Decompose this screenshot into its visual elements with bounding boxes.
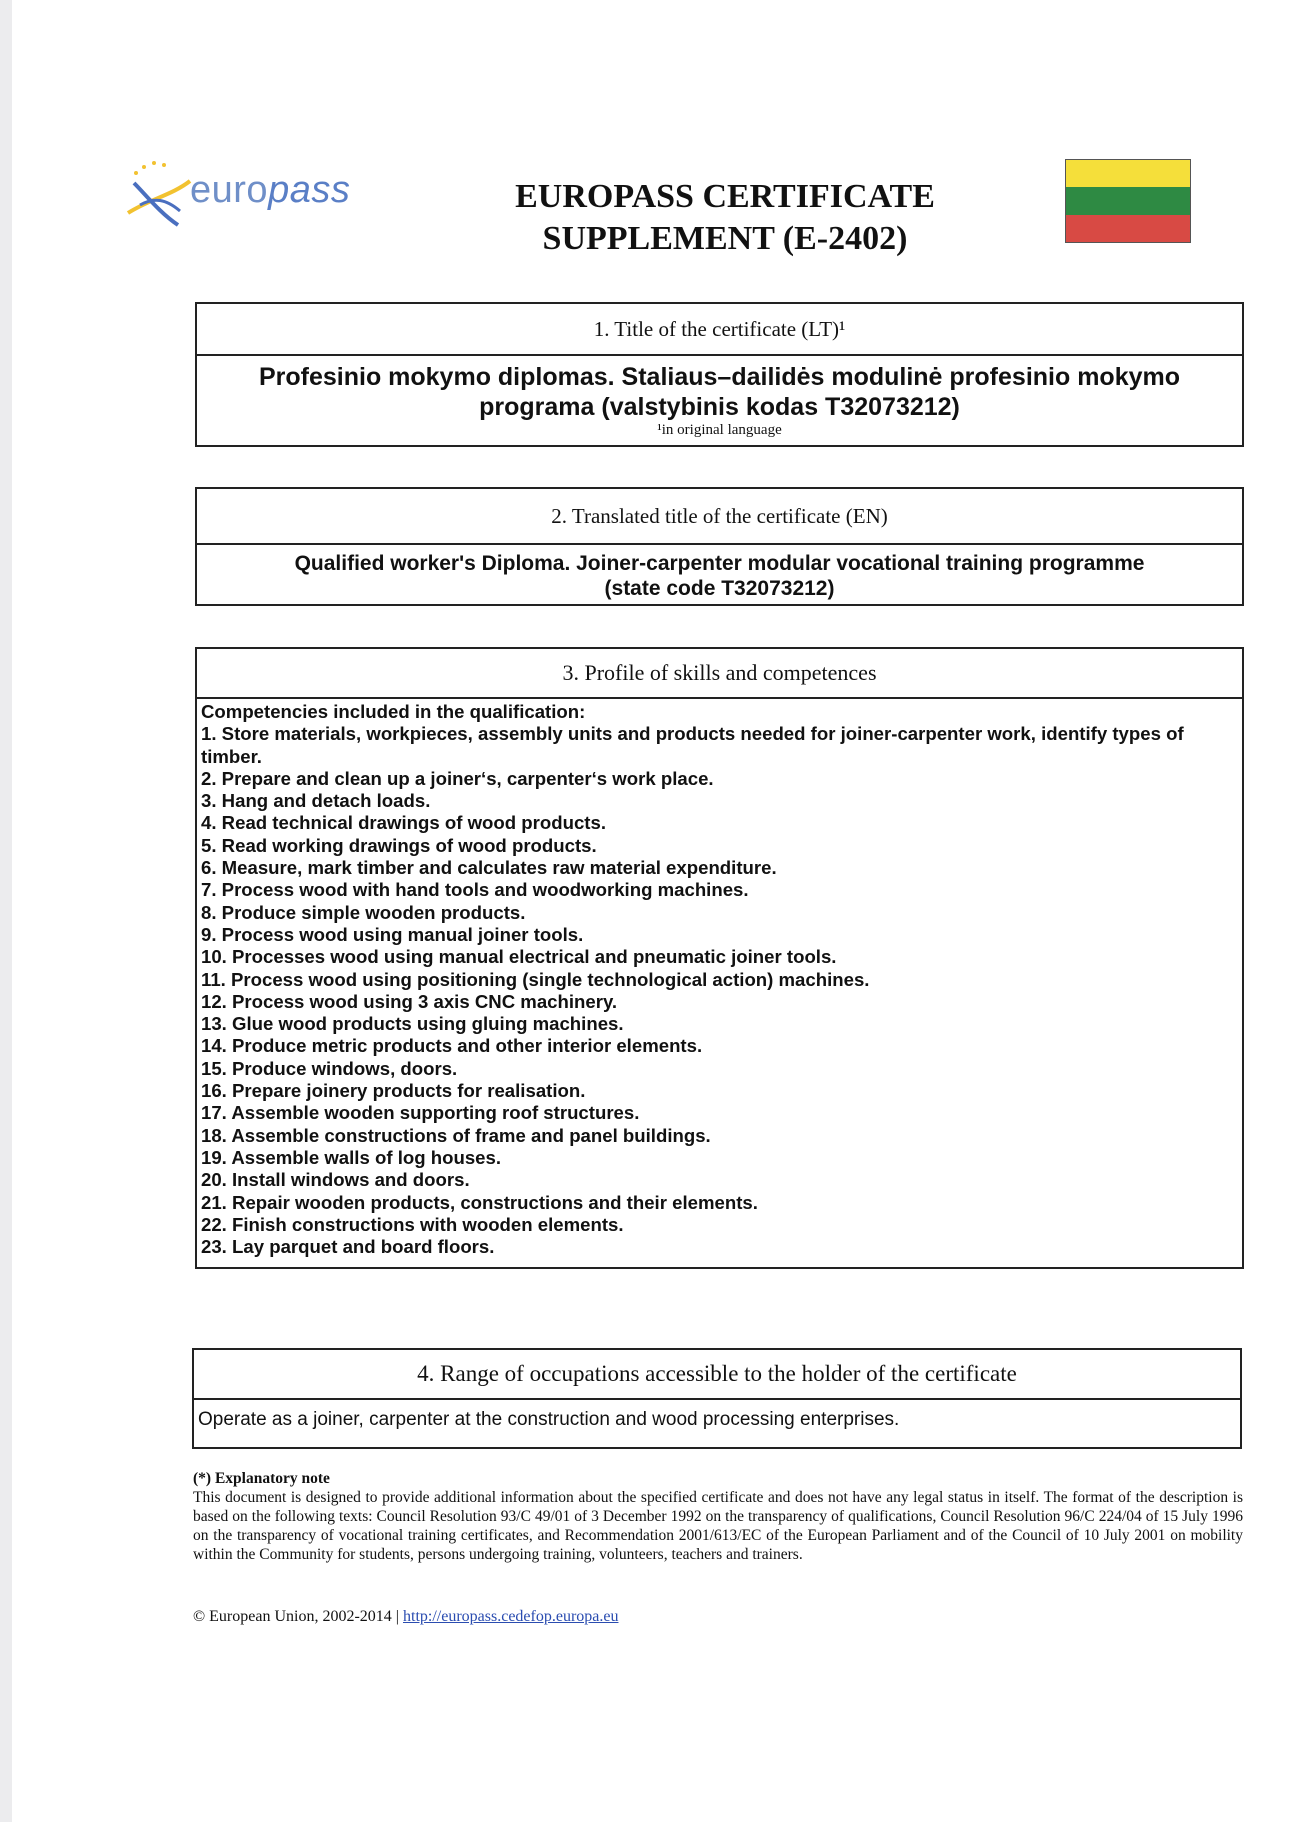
note-body: This document is designed to provide additional information about the specified certificate and does not have any legal status in itself. The format of the description is based on the following texts: Council Resolution 93/C 49/01 of 3 December 1992 on the transparency of qualifications, Council Resolution 96/C 224/04 of 15 July 1996 on the transparency of vocational training certificates, and Recommendation 2001/613/EC of the European Parliament and of the Council of 10 July 2001 on mobility within the Community for students, persons undergoing training, volunteers, teachers and trainers.	[193, 1489, 1243, 1563]
section-title-original	[195, 302, 1244, 447]
competency-item: 5. Read working drawings of wood products.	[201, 834, 597, 856]
competency-item: 14. Produce metric products and other interior elements.	[201, 1035, 703, 1057]
title-line-2: SUPPLEMENT (E-2402)	[542, 220, 908, 257]
competency-item: 18. Assemble constructions of frame and panel buildings.	[201, 1124, 711, 1146]
copyright-text: © European Union, 2002-2014 |	[193, 1608, 403, 1625]
explanatory-note	[193, 1469, 1243, 1564]
section-heading: 4. Range of occupations accessible to the holder of the certificate	[194, 1350, 1240, 1400]
competency-item: 16. Prepare joinery products for realisation.	[201, 1080, 586, 1102]
europass-link[interactable]: http://europass.cedefop.europa.eu	[403, 1608, 619, 1625]
section-heading: 2. Translated title of the certificate (EN)	[197, 489, 1242, 545]
europass-wordmark: europass	[190, 169, 351, 211]
competency-item: 12. Process wood using 3 axis CNC machinery.	[201, 990, 618, 1012]
competencies-intro: Competencies included in the qualification:	[201, 701, 586, 722]
section-content	[197, 699, 1242, 1258]
footnote: ¹in original language	[657, 422, 782, 438]
competency-item: 2. Prepare and clean up a joiner‘s, carpenter‘s work place.	[201, 767, 714, 789]
section-content: Operate as a joiner, carpenter at the construction and wood processing enterprises.	[198, 1409, 900, 1430]
competency-item: 10. Processes wood using manual electrical and pneumatic joiner tools.	[201, 946, 837, 968]
flag-stripe-yellow	[1066, 160, 1190, 187]
competency-item: 8. Produce simple wooden products.	[201, 901, 526, 923]
competency-item: 23. Lay parquet and board floors.	[201, 1236, 495, 1258]
section-occupations	[192, 1348, 1242, 1449]
section-content	[197, 545, 1242, 601]
title-lt-line-2: programa (valstybinis kodas T32073212)	[479, 393, 960, 421]
lithuania-flag-icon	[1065, 159, 1191, 243]
document-title	[440, 176, 1010, 260]
competency-item: 6. Measure, mark timber and calculates raw material expenditure.	[201, 857, 777, 879]
competency-item: 15. Produce windows, doors.	[201, 1057, 458, 1079]
title-en-line-2: (state code T32073212)	[604, 577, 835, 600]
viewer-left-edge	[0, 0, 12, 1822]
section-skills-competences	[195, 647, 1244, 1269]
competency-item: 21. Repair wooden products, constructions and their elements.	[201, 1191, 758, 1213]
europass-logo	[120, 155, 360, 235]
competency-item: 13. Glue wood products using gluing machines.	[201, 1013, 624, 1035]
title-lt-line-1: Profesinio mokymo diplomas. Staliaus–dailidės modulinė profesinio mokymo	[258, 363, 1181, 391]
copyright-line	[193, 1608, 618, 1626]
competency-item: 17. Assemble wooden supporting roof structures.	[201, 1102, 640, 1124]
title-line-1: EUROPASS CERTIFICATE	[515, 178, 935, 215]
note-title: (*) Explanatory note	[193, 1470, 330, 1487]
section-heading: 3. Profile of skills and competences	[197, 649, 1242, 699]
competency-item: 3. Hang and detach loads.	[201, 790, 431, 812]
competency-item: 19. Assemble walls of log houses.	[201, 1146, 502, 1168]
competency-item: 11. Process wood using positioning (single technological action) machines.	[201, 968, 870, 990]
competency-item: 20. Install windows and doors.	[201, 1169, 470, 1191]
section-heading: 1. Title of the certificate (LT)¹	[197, 304, 1242, 356]
title-en-line-1: Qualified worker's Diploma. Joiner-carpenter modular vocational training programme	[294, 552, 1145, 575]
competency-item: 22. Finish constructions with wooden elements.	[201, 1213, 624, 1235]
competency-item: 4. Read technical drawings of wood products.	[201, 812, 606, 834]
competency-item: 7. Process wood with hand tools and woodworking machines.	[201, 879, 749, 901]
competency-item: 1. Store materials, workpieces, assembly units and products needed for joiner-carpenter work, identify types of timber.	[201, 723, 1184, 767]
competency-item: 9. Process wood using manual joiner tools.	[201, 923, 584, 945]
section-title-translated	[195, 487, 1244, 606]
flag-stripe-green	[1066, 187, 1190, 214]
section-content	[197, 356, 1242, 438]
flag-stripe-red	[1066, 215, 1190, 242]
